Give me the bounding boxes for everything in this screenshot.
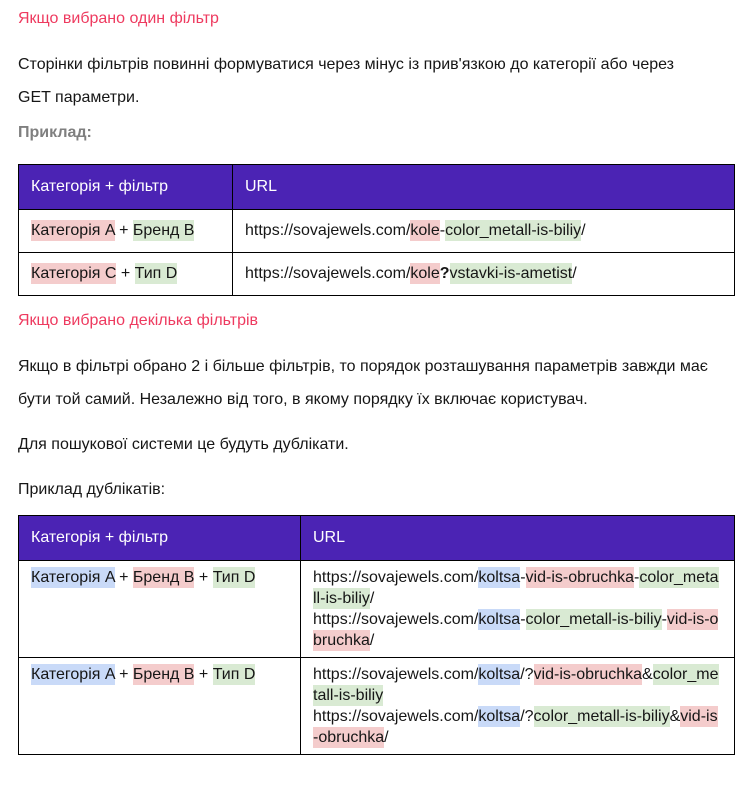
highlighted-token-pink: vid-is-obruchka	[525, 569, 635, 586]
plain-token: /?	[520, 708, 534, 725]
url-line	[245, 220, 722, 242]
highlighted-token-pink: Категорія C	[31, 265, 117, 282]
url-cell	[301, 658, 735, 755]
plain-token: -	[520, 569, 526, 586]
plain-token: +	[114, 569, 133, 586]
filter-combination-cell	[19, 658, 301, 755]
filter-combination-cell	[19, 210, 233, 253]
table-header-row	[19, 165, 735, 210]
highlighted-token-blue: Категорія A	[31, 569, 115, 586]
section-heading-single-filter: Якщо вибрано один фільтр	[18, 10, 219, 27]
plain-token: +	[116, 265, 135, 282]
highlighted-token-green: vstavki-is-ametist	[449, 265, 573, 282]
highlighted-token-green: Бренд B	[132, 222, 195, 239]
plain-token: -	[439, 222, 446, 239]
plain-token: -	[520, 611, 526, 628]
url-line	[313, 609, 722, 651]
highlighted-token-green: color_metall-is-biliy	[445, 222, 582, 239]
example-label: Приклад:	[18, 124, 92, 141]
url-cell	[233, 253, 735, 296]
highlighted-token-pink: vid-is-obruchka	[313, 708, 718, 746]
plain-token: +	[194, 666, 213, 683]
highlighted-token-pink: vid-is-obruchka	[533, 666, 643, 683]
plain-token: &	[642, 666, 653, 683]
highlighted-token-green: color_metall-is-biliy	[313, 569, 719, 607]
highlighted-token-blue: Категорія A	[31, 666, 115, 683]
highlighted-token-pink: kole	[410, 265, 440, 282]
highlighted-token-blue: koltsa	[478, 569, 521, 586]
highlighted-token-green: Тип D	[212, 569, 256, 586]
paragraph-duplicates-note: Для пошукової системи це будуть дублікати.	[18, 436, 349, 453]
column-header-url: URL	[301, 516, 735, 561]
url-cell	[233, 210, 735, 253]
table-row	[19, 658, 735, 755]
plain-token: /?	[520, 666, 534, 683]
highlighted-token-green: color_metall-is-biliy	[525, 611, 662, 628]
plain-token: https://sovajewels.com/	[245, 265, 411, 282]
filter-combination-cell	[19, 561, 301, 658]
plain-token: -	[661, 611, 667, 628]
highlighted-token-blue: koltsa	[478, 611, 521, 628]
plain-token: https://sovajewels.com/	[245, 222, 411, 239]
plain-token: /	[369, 590, 375, 607]
table-row	[19, 253, 735, 296]
table-header-row	[19, 516, 735, 561]
duplicates-example-label: Приклад дублікатів:	[18, 481, 166, 498]
highlighted-token-pink: Бренд B	[132, 569, 195, 586]
table-row	[19, 210, 735, 253]
plain-token: https://sovajewels.com/	[313, 569, 479, 586]
paragraph-filter-pages-rule: Сторінки фільтрів повинні формуватися через мінус із прив'язкою до категорії або через GET параметри.	[18, 56, 674, 106]
filter-combination-cell	[19, 253, 233, 296]
highlighted-token-green: color_metall-is-biliy	[533, 708, 670, 725]
highlighted-token-green: Тип D	[212, 666, 256, 683]
highlighted-token-pink: vid-is-obruchka	[313, 611, 719, 649]
plain-token: /	[384, 729, 389, 746]
url-line	[313, 664, 722, 706]
column-header-filter: Категорія + фільтр	[19, 165, 233, 210]
plain-token: https://sovajewels.com/	[313, 708, 479, 725]
plain-token: /	[369, 632, 375, 649]
duplicates-table	[18, 515, 735, 755]
url-line	[313, 567, 722, 609]
plain-token: https://sovajewels.com/	[313, 611, 479, 628]
plain-token: https://sovajewels.com/	[313, 666, 479, 683]
highlighted-token-green: color_metall-is-biliy	[313, 666, 719, 704]
column-header-filter: Категорія + фільтр	[19, 516, 301, 561]
highlighted-token-green: Тип D	[134, 265, 178, 282]
plain-token: /	[572, 265, 577, 282]
plain-token: &	[669, 708, 681, 725]
plain-token: /	[581, 222, 586, 239]
highlighted-token-blue: koltsa	[478, 666, 521, 683]
paragraph-order-rule: Якщо в фільтрі обрано 2 і більше фільтрів, то порядок розташування параметрів завжди має бути той самий. Незалежно від того, в якому порядку їх включає користувач.	[18, 358, 708, 408]
highlighted-token-pink: kole	[410, 222, 440, 239]
highlighted-token-pink: Бренд B	[132, 666, 195, 683]
highlighted-token-pink: Категорія A	[31, 222, 115, 239]
table-row	[19, 561, 735, 658]
plain-token: -	[634, 569, 640, 586]
plain-token: ?	[439, 265, 450, 282]
url-line	[313, 706, 722, 748]
url-cell	[301, 561, 735, 658]
highlighted-token-blue: koltsa	[478, 708, 521, 725]
url-line	[245, 263, 722, 285]
plain-token: +	[194, 569, 213, 586]
column-header-url: URL	[233, 165, 735, 210]
plain-token: +	[114, 666, 133, 683]
plain-token: +	[114, 222, 133, 239]
section-heading-multiple-filters: Якщо вибрано декілька фільтрів	[18, 312, 259, 329]
single-filter-table	[18, 164, 735, 296]
